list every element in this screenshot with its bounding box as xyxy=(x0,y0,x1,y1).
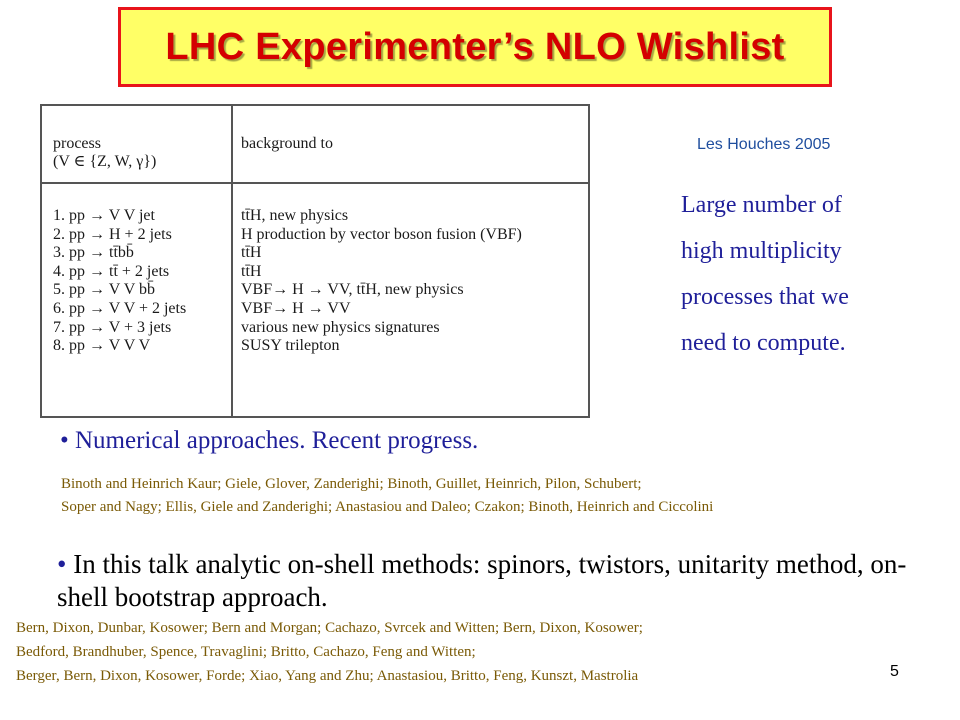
reference-line: Bedford, Brandhuber, Spence, Travaglini; Britto, Cachazo, Feng and Witten; xyxy=(16,644,476,660)
background-row: VBF→ H → VV, tt̄H, new physics xyxy=(241,281,464,299)
process-row: 1. pp → V V jet xyxy=(53,207,155,224)
background-row: SUSY trilepton xyxy=(241,337,340,355)
process-header xyxy=(53,135,156,171)
background-row: various new physics signatures xyxy=(241,318,440,336)
reference-line: Soper and Nagy; Ellis, Giele and Zanderighi; Anastasiou and Daleo; Czakon; Binoth, Heinrich and Ciccolini xyxy=(61,499,714,515)
background-list xyxy=(241,207,522,356)
process-header-line1: process xyxy=(53,135,101,152)
process-row: 2. pp → H + 2 jets xyxy=(53,225,172,243)
analytic-methods-text: In this talk analytic on-shell methods: spinors, twistors, unitarity method, on-shell bootstrap approach. xyxy=(57,549,907,612)
venue-label: Les Houches 2005 xyxy=(697,136,831,153)
process-row: 7. pp → V + 3 jets xyxy=(53,318,172,336)
process-row: 5. pp → V V bb̄ xyxy=(53,281,155,299)
background-row: VBF→ H → VV xyxy=(241,299,351,317)
note-line: processes that we xyxy=(681,284,849,310)
background-row: tt̄H xyxy=(241,262,262,280)
analytic-references xyxy=(16,616,643,688)
numerical-references xyxy=(61,473,713,519)
title-banner xyxy=(118,7,832,87)
process-row: 6. pp → V V + 2 jets xyxy=(53,299,187,317)
page-number: 5 xyxy=(890,663,899,680)
numerical-approaches-bullet: • Numerical approaches. Recent progress. xyxy=(60,427,479,454)
background-header: background to xyxy=(241,135,333,152)
reference-line: Bern, Dixon, Dunbar, Kosower; Bern and Morgan; Cachazo, Svrcek and Witten; Bern, Dixon, Kosower; xyxy=(16,620,643,636)
background-row: tt̄H xyxy=(241,244,262,262)
analytic-methods-bullet xyxy=(57,548,927,614)
table-header-divider xyxy=(42,182,588,184)
reference-line: Binoth and Heinrich Kaur; Giele, Glover, Zanderighi; Binoth, Guillet, Heinrich, Pilon, Schubert; xyxy=(61,476,642,492)
multiplicity-note xyxy=(681,182,941,366)
note-line: Large number of xyxy=(681,192,842,218)
process-list xyxy=(53,207,186,356)
note-line: high multiplicity xyxy=(681,238,842,264)
background-row: tt̄H, new physics xyxy=(241,207,349,224)
bullet-dot: • xyxy=(57,549,67,579)
note-line: need to compute. xyxy=(681,330,846,356)
process-header-line2: (V ∈ {Z, W, γ}) xyxy=(53,153,157,170)
process-row: 4. pp → tt̄ + 2 jets xyxy=(53,262,170,280)
slide-title: LHC Experimenter’s NLO Wishlist xyxy=(165,25,785,68)
reference-line: Berger, Bern, Dixon, Kosower, Forde; Xiao, Yang and Zhu; Anastasiou, Britto, Feng, Kunszt, Mastrolia xyxy=(16,668,639,684)
process-row: 8. pp → V V V xyxy=(53,337,151,355)
background-row: H production by vector boson fusion (VBF) xyxy=(241,225,522,243)
process-row: 3. pp → tt̄bb̄ xyxy=(53,244,134,262)
table-column-divider xyxy=(231,106,233,416)
wishlist-table xyxy=(40,104,590,418)
